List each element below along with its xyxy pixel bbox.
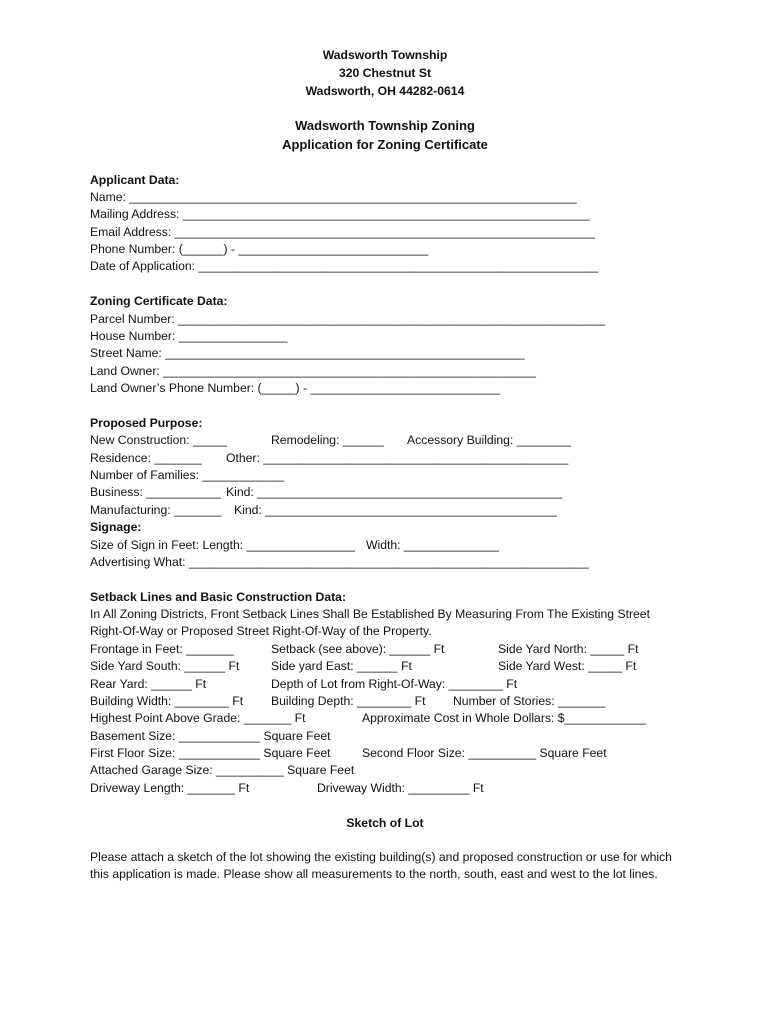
highest-point-field[interactable]: Highest Point Above Grade: _______ Ft	[90, 711, 306, 725]
building-width-field[interactable]: Building Width: ________ Ft	[90, 694, 244, 708]
accessory-building-field[interactable]: Accessory Building: ________	[407, 433, 571, 447]
side-yard-north-field[interactable]: Side Yard North: _____ Ft	[498, 642, 639, 656]
applicant-heading: Applicant Data:	[90, 173, 180, 187]
residence-field[interactable]: Residence: _______	[90, 451, 202, 465]
business-field[interactable]: Business: ___________	[90, 485, 221, 499]
applicant-name-field[interactable]: Name: __________________________________________________________________	[90, 190, 577, 204]
side-yard-south-field[interactable]: Side Yard South: ______ Ft	[90, 659, 240, 673]
new-construction-field[interactable]: New Construction: _____	[90, 433, 227, 447]
sign-length-field[interactable]: Size of Sign in Feet: Length: ________________	[90, 538, 355, 552]
attached-garage-field[interactable]: Attached Garage Size: __________ Square Feet	[90, 763, 355, 777]
mailing-address-field[interactable]: Mailing Address: ____________________________________________________________	[90, 207, 590, 221]
signage-heading: Signage:	[90, 520, 142, 534]
driveway-length-field[interactable]: Driveway Length: _______ Ft	[90, 781, 250, 795]
approximate-cost-field[interactable]: Approximate Cost in Whole Dollars: $____________	[362, 711, 646, 725]
frontage-field[interactable]: Frontage in Feet: _______	[90, 642, 234, 656]
phone-number-field[interactable]: Phone Number: (______) - ____________________________	[90, 242, 429, 256]
manufacturing-field[interactable]: Manufacturing: _______	[90, 503, 222, 517]
email-address-field[interactable]: Email Address: ______________________________________________________________	[90, 225, 595, 239]
number-of-stories-field[interactable]: Number of Stories: _______	[453, 694, 606, 708]
setback-note-1: In All Zoning Districts, Front Setback Lines Shall Be Established By Measuring From The Existing Street	[90, 607, 650, 621]
setback-above-field[interactable]: Setback (see above): ______ Ft	[271, 642, 445, 656]
setback-note-2: Right-Of-Way or Proposed Street Right-Of-Way of the Property.	[90, 624, 432, 638]
sketch-heading: Sketch of Lot	[346, 816, 424, 830]
land-owner-field[interactable]: Land Owner: _______________________________________________________	[90, 364, 536, 378]
form-title: Wadsworth Township Zoning	[295, 118, 475, 133]
street-name-field[interactable]: Street Name: _____________________________________________________	[90, 346, 525, 360]
basement-size-field[interactable]: Basement Size: ____________ Square Feet	[90, 729, 331, 743]
org-city: Wadsworth, OH 44282-0614	[305, 84, 465, 98]
driveway-width-field[interactable]: Driveway Width: _________ Ft	[317, 781, 484, 795]
org-name: Wadsworth Township	[322, 48, 448, 62]
remodeling-field[interactable]: Remodeling: ______	[271, 433, 384, 447]
number-of-families-field[interactable]: Number of Families: ____________	[90, 468, 284, 482]
parcel-number-field[interactable]: Parcel Number: _______________________________________________________________	[90, 312, 606, 326]
house-number-field[interactable]: House Number: ________________	[90, 329, 288, 343]
side-yard-east-field[interactable]: Side yard East: ______ Ft	[271, 659, 412, 673]
business-kind-field[interactable]: Kind: _____________________________________________	[226, 485, 563, 499]
purpose-heading: Proposed Purpose:	[90, 416, 203, 430]
date-of-application-field[interactable]: Date of Application: ___________________________________________________________	[90, 259, 599, 273]
advertising-field[interactable]: Advertising What: ___________________________________________________________	[90, 555, 589, 569]
org-street: 320 Chestnut St	[338, 66, 432, 80]
depth-of-lot-field[interactable]: Depth of Lot from Right-Of-Way: ________ Ft	[271, 677, 518, 691]
land-owner-phone-field[interactable]: Land Owner’s Phone Number: (_____) - ____________________________	[90, 381, 501, 395]
second-floor-size-field[interactable]: Second Floor Size: __________ Square Feet	[362, 746, 607, 760]
form-subtitle: Application for Zoning Certificate	[282, 137, 488, 152]
sign-width-field[interactable]: Width: ______________	[366, 538, 499, 552]
side-yard-west-field[interactable]: Side Yard West: _____ Ft	[498, 659, 637, 673]
setback-heading: Setback Lines and Basic Construction Data:	[90, 590, 346, 604]
first-floor-size-field[interactable]: First Floor Size: ____________ Square Feet	[90, 746, 331, 760]
sketch-instructions: Please attach a sketch of the lot showing the existing building(s) and proposed construction or use for which this application is made. Please show all measurements to the north, south, east and west to the lot lines.	[90, 850, 672, 882]
building-depth-field[interactable]: Building Depth: ________ Ft	[271, 694, 426, 708]
rear-yard-field[interactable]: Rear Yard: ______ Ft	[90, 677, 207, 691]
zoning-heading: Zoning Certificate Data:	[90, 294, 228, 308]
other-field[interactable]: Other: _____________________________________________	[226, 451, 569, 465]
manufacturing-kind-field[interactable]: Kind: ___________________________________________	[234, 503, 557, 517]
